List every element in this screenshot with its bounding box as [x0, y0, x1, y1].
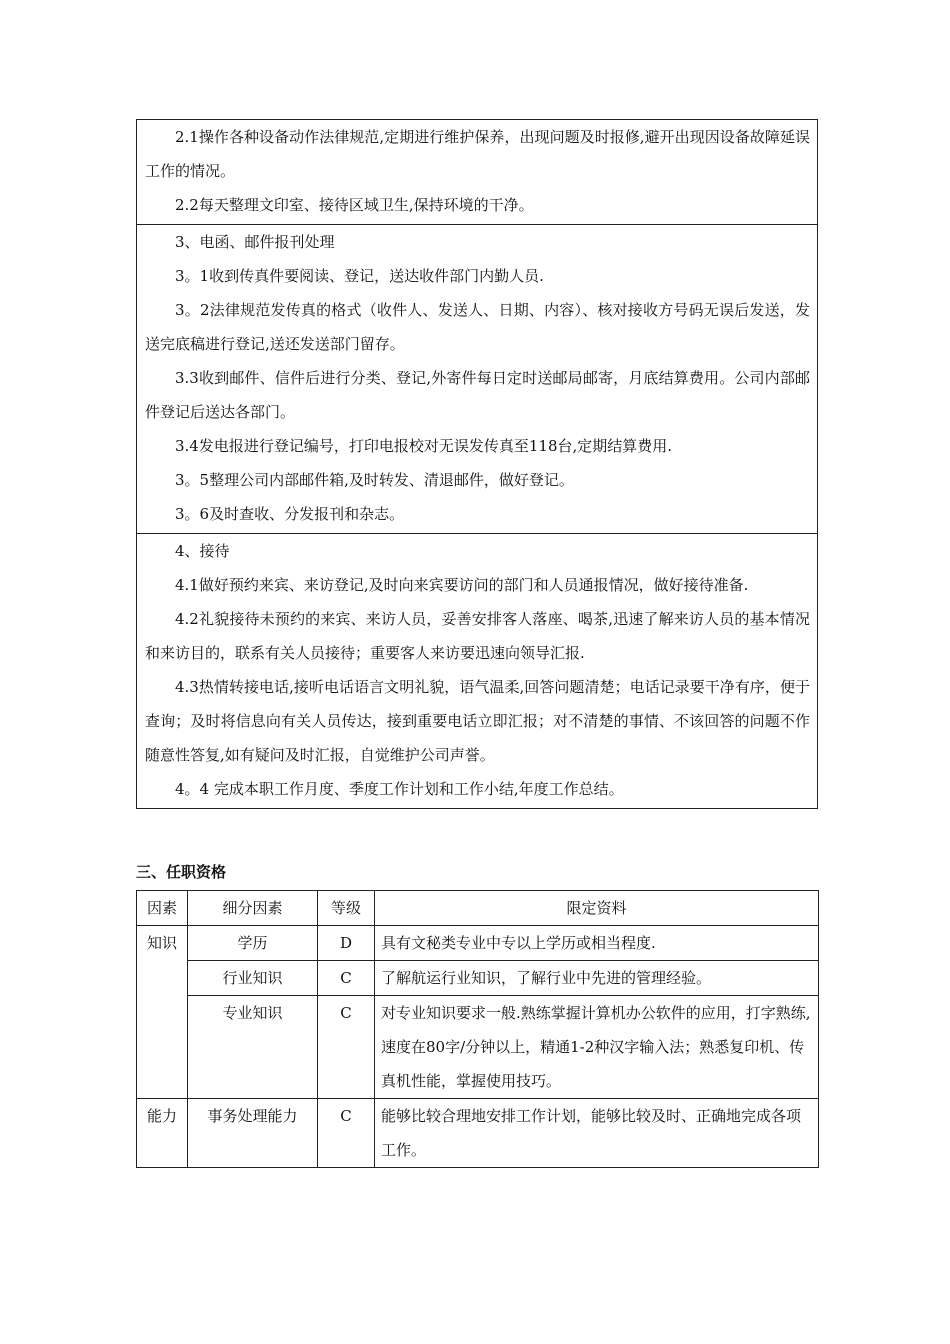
sub-factor-cell: 专业知识: [188, 996, 318, 1099]
duty-paragraph: 2.1操作各种设备动作法律规范,定期进行维护保养，出现问题及时报修,避开出现因设备故障延误工作的情况。: [145, 128, 810, 180]
description-cell: 能够比较合理地安排工作计划，能够比较及时、正确地完成各项工作。: [375, 1099, 819, 1168]
description-cell: 具有文秘类专业中专以上学历或相当程度.: [375, 926, 819, 961]
table-row: [137, 996, 819, 1099]
header-sub-factor: 细分因素: [188, 891, 318, 926]
sub-factor-cell: 学历: [188, 926, 318, 961]
job-duties-box: [136, 119, 818, 809]
level-cell: C: [318, 1099, 375, 1168]
factor-ability: 能力: [137, 1099, 188, 1168]
duty-section-reception: [137, 533, 817, 808]
duty-paragraph: 4.2礼貌接待未预约的来宾、来访人员，妥善安排客人落座、喝茶,迅速了解来访人员的基本情况和来访目的，联系有关人员接待；重要客人来访要迅速向领导汇报.: [145, 610, 810, 662]
duty-paragraph: 4.1做好预约来宾、来访登记,及时向来宾要访问的部门和人员通报情况，做好接待准备.: [175, 576, 749, 594]
table-row: [137, 961, 819, 996]
duty-section-heading: 4、接待: [175, 542, 230, 560]
duty-paragraph: 3。6及时查收、分发报刊和杂志。: [175, 505, 405, 523]
duty-paragraph: 4.3热情转接电话,接听电话语言文明礼貌，语气温柔,回答问题清楚；电话记录要干净有序，便于查询；及时将信息向有关人员传达，接到重要电话立即汇报；对不清楚的事情、不该回答的问题不作随意性答复,如有疑问及时汇报，自觉维护公司声誉。: [145, 678, 810, 764]
header-level: 等级: [318, 891, 375, 926]
sub-factor-cell: 事务处理能力: [188, 1099, 318, 1168]
duty-paragraph: 3。5整理公司内部邮件箱,及时转发、清退邮件，做好登记。: [175, 471, 574, 489]
duty-paragraph: 3.4发电报进行登记编号，打印电报校对无误发传真至118台,定期结算费用.: [175, 437, 673, 455]
header-description: 限定资料: [375, 891, 819, 926]
description-cell: 了解航运行业知识，了解行业中先进的管理经验。: [375, 961, 819, 996]
table-row: [137, 926, 819, 961]
duty-section-heading: 3、电函、邮件报刊处理: [175, 233, 335, 251]
description-cell: 对专业知识要求一般.熟练掌握计算机办公软件的应用，打字熟练,速度在80字/分钟以上，精通1-2种汉字输入法；熟悉复印机、传真机性能，掌握使用技巧。: [375, 996, 819, 1099]
header-factor: 因素: [137, 891, 188, 926]
duty-paragraph: 3.3收到邮件、信件后进行分类、登记,外寄件每日定时送邮局邮寄，月底结算费用。公司内部邮件登记后送达各部门。: [145, 369, 810, 421]
duty-paragraph: 2.2每天整理文印室、接待区域卫生,保持环境的干净。: [175, 196, 534, 214]
duty-paragraph: 4。4 完成本职工作月度、季度工作计划和工作小结,年度工作总结。: [175, 780, 624, 798]
qualifications-table: [136, 890, 819, 1168]
duty-paragraph: 3。1收到传真件要阅读、登记，送达收件部门内勤人员.: [175, 267, 544, 285]
qualifications-title: 三、任职资格: [136, 863, 227, 881]
table-row: [137, 1099, 819, 1168]
level-cell: C: [318, 961, 375, 996]
duty-section-equipment: [137, 120, 817, 224]
duty-paragraph: 3。2法律规范发传真的格式（收件人、发送人、日期、内容）、核对接收方号码无误后发送，发送完底稿进行登记,送还发送部门留存。: [145, 301, 810, 353]
factor-knowledge: 知识: [137, 926, 188, 1099]
table-header-row: [137, 891, 819, 926]
sub-factor-cell: 行业知识: [188, 961, 318, 996]
duty-section-mail: [137, 224, 817, 533]
level-cell: C: [318, 996, 375, 1099]
level-cell: D: [318, 926, 375, 961]
